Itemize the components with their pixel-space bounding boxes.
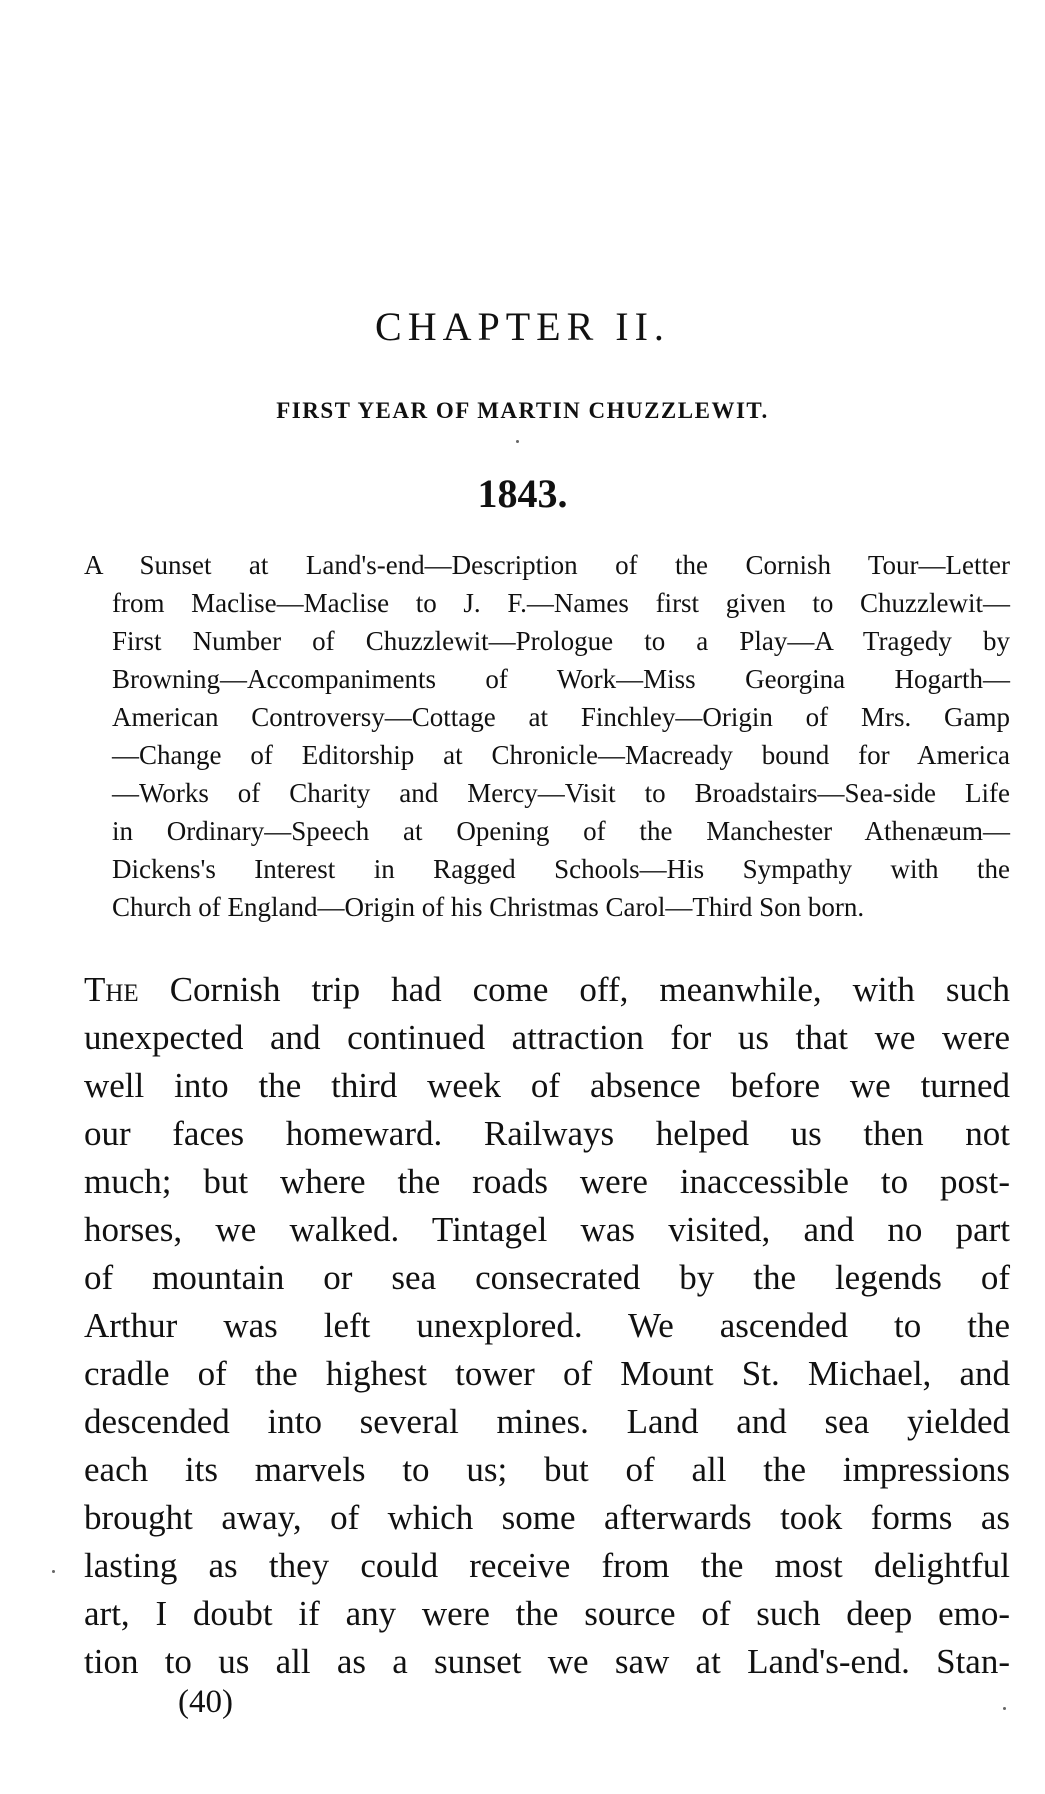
chapter-subtitle: FIRST YEAR OF MARTIN CHUZZLEWIT. [276, 398, 769, 423]
body-line: unexpected and continued attraction for us that we were [84, 1018, 1010, 1057]
synopsis-line: —Change of Editorship at Chronicle—Macready bound for America [112, 740, 1010, 770]
body-line: Arthur was left unexplored. We ascended to the [84, 1306, 1010, 1345]
synopsis-line: from Maclise—Maclise to J. F.—Names first given to Chuzzlewit— [112, 588, 1010, 618]
body-line: our faces homeward. Railways helped us then not [84, 1114, 1010, 1153]
synopsis-line: Dickens's Interest in Ragged Schools—His Sympathy with the [112, 854, 1010, 884]
synopsis-line: Browning—Accompaniments of Work—Miss Georgina Hogarth— [112, 664, 1010, 694]
body-line: cradle of the highest tower of Mount St. Michael, and [84, 1354, 1010, 1393]
chapter-year: 1843. [477, 471, 568, 516]
body-line: lasting as they could receive from the most delightful [84, 1546, 1010, 1585]
body-line: horses, we walked. Tintagel was visited, and no part [84, 1210, 1010, 1249]
synopsis-line: A Sunset at Land's-end—Description of the Cornish Tour—Letter [84, 550, 1010, 580]
synopsis-line: American Controversy—Cottage at Finchley—Origin of Mrs. Gamp [112, 702, 1010, 732]
body-line: well into the third week of absence before we turned [84, 1066, 1010, 1105]
paper-speck [52, 1570, 55, 1573]
body-line [84, 966, 1010, 1014]
chapter-title: CHAPTER II. [375, 304, 670, 349]
paper-speck [516, 440, 519, 443]
body-line: each its marvels to us; but of all the impressions [84, 1450, 1010, 1489]
body-paragraph [84, 966, 1010, 1686]
synopsis-line: Church of England—Origin of his Christmas Carol—Third Son born. [112, 892, 865, 922]
body-line: tion to us all as a sunset we saw at Land's-end. Stan- [84, 1642, 1010, 1681]
page-number: (40) [178, 1684, 233, 1720]
body-line: descended into several mines. Land and sea yielded [84, 1402, 1010, 1441]
opening-word: The [84, 970, 139, 1009]
body-line: brought away, of which some afterwards took forms as [84, 1498, 1010, 1537]
body-line: art, I doubt if any were the source of such deep emo- [84, 1594, 1010, 1633]
body-line: much; but where the roads were inaccessible to post- [84, 1162, 1010, 1201]
chapter-synopsis [84, 546, 1010, 926]
opening-line-text: Cornish trip had come off, meanwhile, with such [138, 970, 1010, 1009]
synopsis-line: in Ordinary—Speech at Opening of the Manchester Athenæum— [112, 816, 1010, 846]
body-line: of mountain or sea consecrated by the legends of [84, 1258, 1010, 1297]
synopsis-line: First Number of Chuzzlewit—Prologue to a Play—A Tragedy by [112, 626, 1010, 656]
synopsis-line: —Works of Charity and Mercy—Visit to Broadstairs—Sea-side Life [112, 778, 1010, 808]
paper-speck [1003, 1707, 1006, 1710]
